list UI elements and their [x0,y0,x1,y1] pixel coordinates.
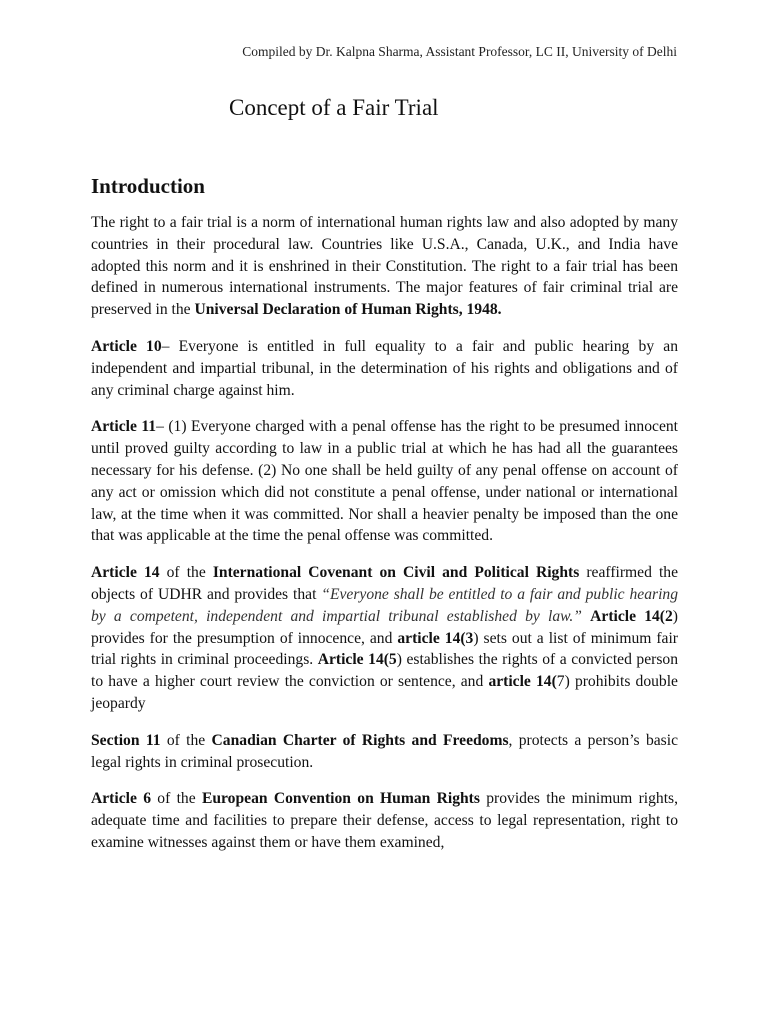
bold-text: Article 10 [91,337,162,355]
bold-text: Article 14(2 [590,607,673,625]
bold-text: Article 11 [91,418,157,436]
bold-text: Article 14 [91,564,160,582]
bold-text: European Convention on Human Rights [201,790,480,808]
bold-text: International Covenant on Civil and Political Rights [212,564,580,582]
paragraph-article-10 [91,336,678,401]
text-run: of the [160,731,212,749]
section-heading-introduction: Introduction [91,174,205,198]
paragraph-section-11 [91,730,678,774]
quoted-text: “Everyone shall be entitled to a fair and public hearing by a competent, independent and impartial tribunal established by law.” [91,585,678,625]
bold-text: Article 14(5 [317,651,397,669]
bold-text: Section 11 [91,731,161,749]
text-run [582,608,590,625]
text-run: reaffirmed the objects of UDHR and provides that [91,564,679,603]
bold-text: Article 6 [91,790,151,808]
text-run: ) sets out a list of minimum fair trial rights in criminal proceedings. [91,629,678,669]
page-header: Compiled by Dr. Kalpna Sharma, Assistant Professor, LC II, University of Delhi [242,44,677,59]
paragraph-intro [91,212,678,321]
text-run: The right to a fair trial is a norm of international human rights law and also adopted by many countries in their procedural law. Countries like U.S.A., Canada, U.K., and India have adopted this norm and it is enshrined in their Constitution. The right to a fair trial has been defined in numerous international instruments. The major features of fair criminal trial are preserved in the [91,214,678,319]
text-run: – (1) Everyone charged with a penal offense has the right to be presumed innocent until proved guilty according to law in a public trial at which he has had all the guarantees necessary for his defense. (2) No one shall be held guilty of any penal offense on account of any act or omission which did not constitute a penal offense, under national or international law, at the time when it was committed. Nor shall a heavier penalty be imposed than the one that was applicable at the time the penal offense was committed. [91,418,678,545]
bold-text: article 14( [488,673,557,691]
document-body [91,212,678,869]
text-run: provides the minimum rights, adequate time and facilities to prepare their defense, access to legal representation, right to examine witnesses against them or have them examined, [91,790,679,851]
bold-text: Canadian Charter of Rights and Freedoms [211,731,509,749]
bold-text: article 14(3 [397,629,474,647]
text-run: of the [151,790,202,808]
text-run: – Everyone is entitled in full equality to a fair and public hearing by an independent and impartial tribunal, in the determination of his rights and obligations and of any criminal charge against him. [91,337,679,399]
text-run: ) provides for the presumption of innocence, and [91,607,678,647]
page-title: Concept of a Fair Trial [229,95,439,120]
text-run: of the [159,564,213,582]
text-run: ) establishes the rights of a convicted person to have a higher court review the conviction or sentence, and [91,651,678,691]
paragraph-article-14 [91,562,678,715]
text-run: , protects a person’s basic legal rights in criminal prosecution. [91,731,678,771]
paragraph-article-6 [91,788,678,853]
bold-text: Universal Declaration of Human Rights, 1948. [194,301,502,319]
paragraph-article-11 [91,416,678,547]
text-run: 7) prohibits double jeopardy [91,673,678,712]
